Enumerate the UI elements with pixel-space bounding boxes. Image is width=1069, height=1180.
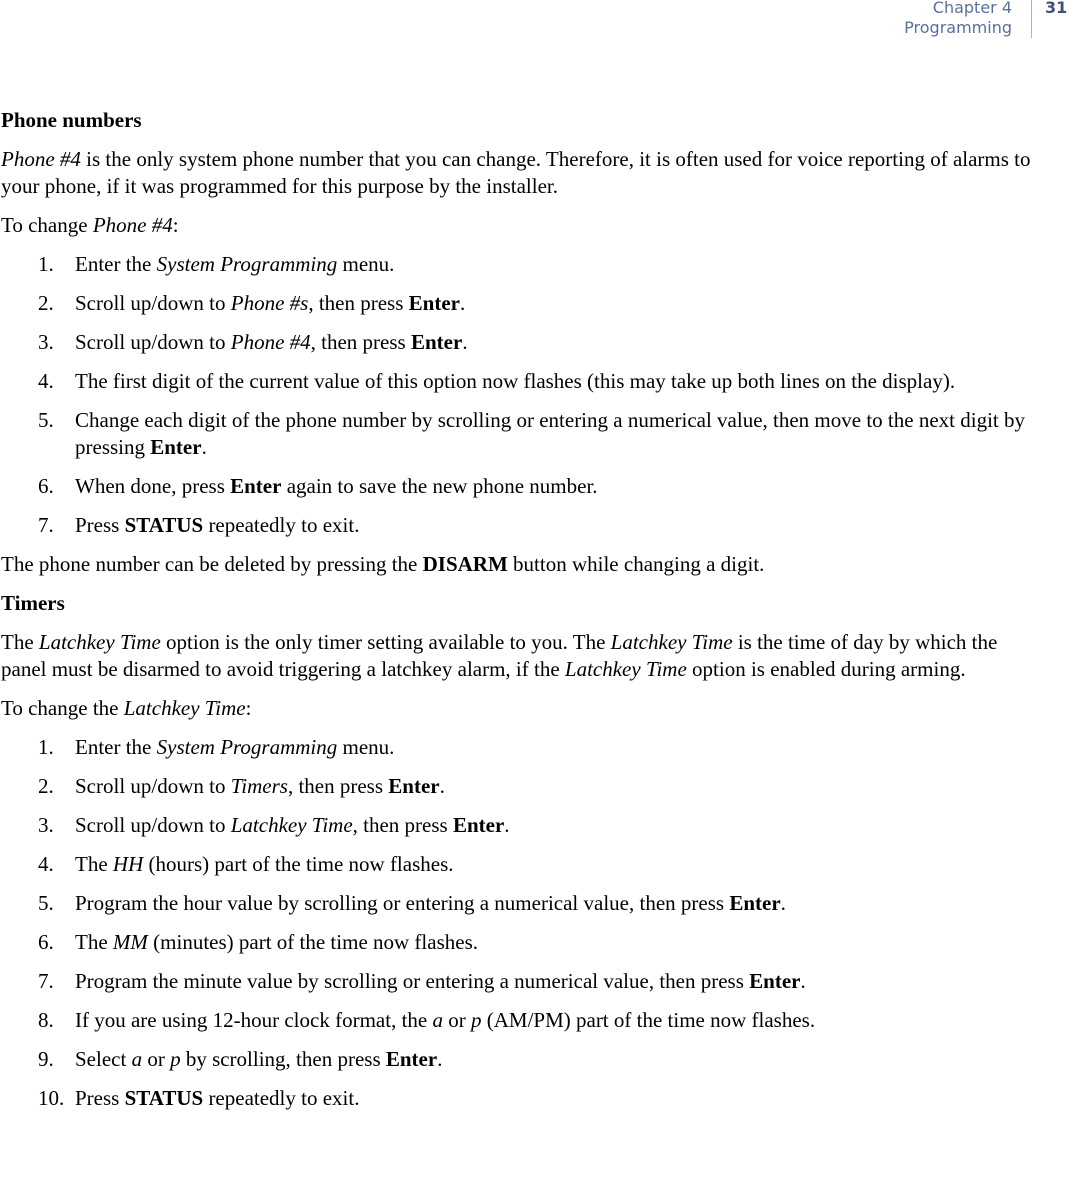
timers-steps-list (1, 734, 1031, 1112)
list-item: 1. Enter the System Programming menu. (38, 252, 395, 276)
list-item: 2. Scroll up/down to Phone #s, then press Enter. (38, 291, 466, 315)
list-item: 9. Select a or p by scrolling, then press Enter. (38, 1047, 443, 1071)
list-item: 1. Enter the System Programming menu. (38, 735, 395, 759)
list-item: 6. When done, press Enter again to save the new phone number. (38, 474, 598, 498)
section-label: Programming (904, 18, 1012, 37)
running-header (904, 0, 1012, 38)
list-item: 4. The first digit of the current value of this option now flashes (this may take up both lines on the display). (38, 369, 956, 393)
list-item: 6. The MM (minutes) part of the time now flashes. (38, 930, 478, 954)
list-item: 10. Press STATUS repeatedly to exit. (38, 1086, 360, 1110)
list-item: 7. Press STATUS repeatedly to exit. (38, 513, 360, 537)
list-item: 7. Program the minute value by scrolling or entering a numerical value, then press Enter. (38, 969, 806, 993)
header-divider (1031, 0, 1032, 38)
phone-steps-list (1, 251, 1031, 539)
list-item: 5. Program the hour value by scrolling or entering a numerical value, then press Enter. (38, 891, 786, 915)
timers-procedure-lead: To change the Latchkey Time: (1, 696, 252, 720)
list-item: 5. Change each digit of the phone number by scrolling or entering a numerical value, then move to the next digit by pressing Enter. (38, 408, 1025, 459)
phone-delete-note: The phone number can be deleted by pressing the DISARM button while changing a digit. (1, 552, 765, 576)
page-header (0, 0, 1069, 40)
page-body (1, 107, 1031, 1124)
list-item: 8. If you are using 12-hour clock format, the a or p (AM/PM) part of the time now flashes. (38, 1008, 816, 1032)
list-item: 2. Scroll up/down to Timers, then press Enter. (38, 774, 445, 798)
section-heading-timers: Timers (1, 591, 65, 615)
phone-intro-paragraph: Phone #4 is the only system phone number that you can change. Therefore, it is often used for voice reporting of alarms to your phone, if it was programmed for this purpose by the installer. (1, 147, 1031, 198)
list-item: 3. Scroll up/down to Phone #4, then press Enter. (38, 330, 468, 354)
section-heading-phone-numbers: Phone numbers (1, 108, 142, 132)
phone-procedure-lead: To change Phone #4: (1, 213, 179, 237)
list-item: 3. Scroll up/down to Latchkey Time, then press Enter. (38, 813, 510, 837)
chapter-label: Chapter 4 (932, 0, 1012, 17)
timers-intro-paragraph: The Latchkey Time option is the only timer setting available to you. The Latchkey Time is the time of day by which the panel must be disarmed to avoid triggering a latchkey alarm, if the Latchkey Time option is enabled during arming. (1, 630, 998, 681)
page-number: 31 (1045, 0, 1068, 17)
list-item: 4. The HH (hours) part of the time now flashes. (38, 852, 454, 876)
